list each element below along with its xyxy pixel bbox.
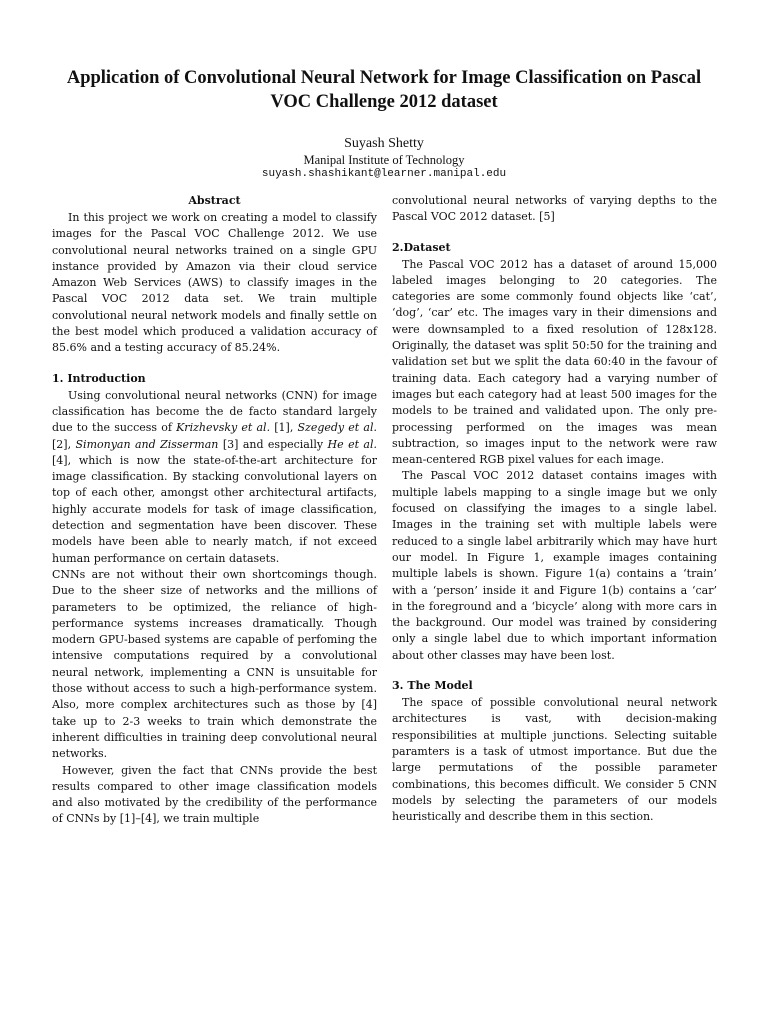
introduction-heading: 1. Introduction [52,371,146,385]
introduction-paragraph-3-continued: convolutional neural networks of varying depths to the Pascal VOC 2012 dataset. [5] [392,194,717,224]
dataset-paragraph-1: The Pascal VOC 2012 has a dataset of around 15,000 labeled images belonging to 20 categories. The categories are some commonly found objects like ‘cat’, ‘dog’, ‘car’ etc. The images vary in their dimensions and were downsampled to a fixed resolution of 128x128. Originally, the dataset was split 50:50 for the training and validation set but we split the data 60:40 in the favour of training data. Each category had a varying number of images but each category had at least 500 images for the models to be trained and validated upon. The only pre-processing performed on the images was mean subtraction, so images input to the network were raw mean-centered RGB pixel values for each image. [392,257,717,467]
citation-simonyan: Simonyan and Zisserman [75,437,219,451]
citation-szegedy: Szegedy et al. [297,421,377,435]
introduction-paragraph-2: CNNs are not without their own shortcomings though. Due to the sheer size of networks and the millions of parameters to be optimized, the reliance of high-performance systems increases dramatically. Though modern GPU-based systems are capable of perfoming the intensive computations required by a convolutional neural network, implementing a CNN is unsuitable for those without access to such a high-performance system. Also, more complex architectures such as those by [4] take up to 2-3 weeks to train which demonstrate the inherent difficulties in training deep convolutional neural networks. [52,567,377,761]
citation-he: He et al. [327,437,377,451]
model-heading: 3. The Model [392,679,473,693]
abstract-heading: Abstract [188,194,241,207]
introduction-paragraph-1: Using convolutional neural networks (CNN) for image classification has become the de facto standard largely due to the success of Krizhevsky et al. [1], Szegedy et al. [2], Simonyan and Zisserman [3] and especially He et al. [4], which is now the state-of-the-art architecture for image classification. By stacking convolutional layers on top of each other, amongst other architectural artifacts, highly accurate models for task of image classification, detection and segmentation have been discover. These models have been able to nearly match, if not exceed human performance on certain datasets. [52,388,377,565]
dataset-paragraph-2: The Pascal VOC 2012 dataset contains images with multiple labels mapping to a single image but we only focused on classifying the images to a single label. Images in the training set with multiple labels were reduced to a single label arbitrarily which may have hurt our model. In Figure 1, example images containing multiple labels is shown. Figure 1(a) contains a ‘train’ with a ‘person’ inside it and Figure 1(b) contains a ‘car’ in the foreground and a ‘bicycle’ along with more cars in the background. Our model was trained by considering only a single label due to which important information about other classes may have been lost. [392,469,717,662]
right-column [392,193,717,825]
left-column [52,193,377,828]
author-affiliation: Manipal Institute of Technology [303,153,465,167]
paper-title: Application of Convolutional Neural Network for Image Classification on Pascal VOC Challenge 2012 dataset [66,68,702,112]
abstract-text: In this project we work on creating a model to classify images for the Pascal VOC Challenge 2012. We use convolutional neural networks trained on a single GPU instance provided by Amazon via their cloud service Amazon Web Services (AWS) to classify images in the Pascal VOC 2012 data set. We train multiple convolutional neural network models and finally settle on the best model which produced a validation accuracy of 85.6% and a testing accuracy of 85.24%. [52,211,377,355]
introduction-paragraph-3: However, given the fact that CNNs provide the best results compared to other image classification models and also motivated by the credibility of the performance of CNNs by [1]–[4], we train multiple [52,763,377,826]
author-email: suyash.shashikant@learner.manipal.edu [261,168,507,180]
citation-krizhevsky: Krizhevsky et al. [176,421,271,435]
dataset-heading: 2.Dataset [392,240,451,254]
model-paragraph-1: The space of possible convolutional neural network architectures is vast, with decision-making responsibilities at multiple junctions. Selecting suitable paramters is a task of utmost importance. But due the large permutations of the possible parameter combinations, this becomes difficult. We consider 5 CNN models by selecting the parameters of our models heuristically and describe them in this section. [392,696,717,824]
author-name: Suyash Shetty [344,136,424,151]
